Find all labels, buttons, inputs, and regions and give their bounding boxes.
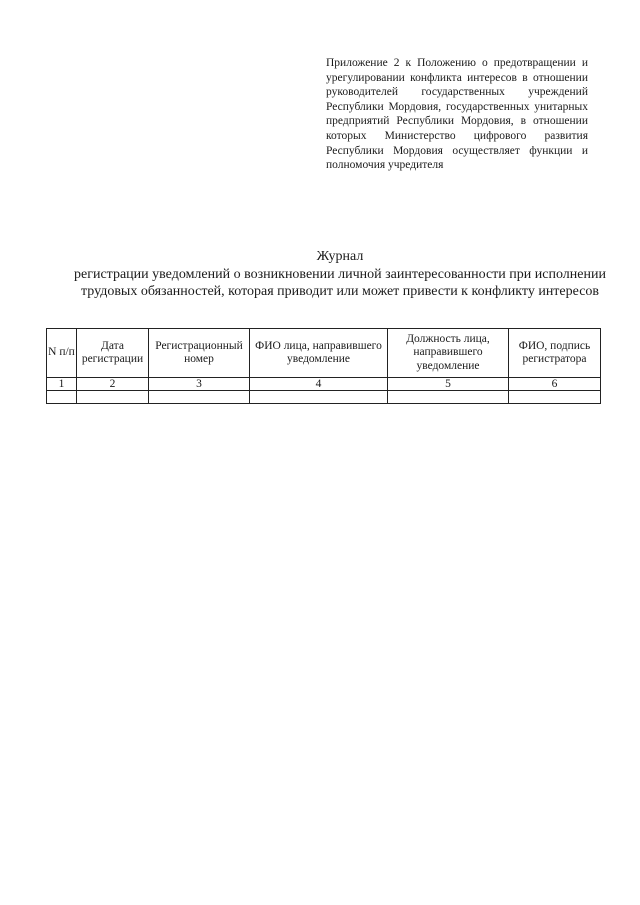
header-registration-number: Регистрационный номер [149, 329, 250, 378]
header-registrar-signature: ФИО, подпись регистратора [509, 329, 601, 378]
journal-table [46, 328, 601, 404]
empty-cell [250, 391, 388, 404]
empty-cell [509, 391, 601, 404]
column-number: 6 [509, 378, 601, 391]
document-subtitle: регистрации уведомлений о возникновении личной заинтересованности при исполнении трудовых обязанностей, которая приводит или может привести к конфликту интересов [74, 266, 606, 300]
header-registration-date: Дата регистрации [77, 329, 149, 378]
column-number: 5 [388, 378, 509, 391]
column-number-row [47, 378, 601, 391]
header-sender-name: ФИО лица, направившего уведомление [250, 329, 388, 378]
column-number: 4 [250, 378, 388, 391]
document-title: Журнал [316, 249, 364, 264]
document-title-block [60, 248, 620, 301]
empty-cell [149, 391, 250, 404]
header-sender-position: Должность лица, направившего уведомление [388, 329, 509, 378]
table-header-row [47, 329, 601, 378]
column-number: 1 [47, 378, 77, 391]
appendix-note: Приложение 2 к Положению о предотвращении и урегулировании конфликта интересов в отношении руководителей государственных учреждений Республики Мордовия, государственных унитарных предприятий Республики Мордовия, в отношении которых Министерство цифрового развития Республики Мордовия осуществляет функции и полномочия учредителя [326, 57, 588, 172]
empty-cell [388, 391, 509, 404]
column-number: 2 [77, 378, 149, 391]
empty-cell [47, 391, 77, 404]
empty-cell [77, 391, 149, 404]
header-number: N п/п [47, 329, 77, 378]
table-row [47, 391, 601, 404]
column-number: 3 [149, 378, 250, 391]
